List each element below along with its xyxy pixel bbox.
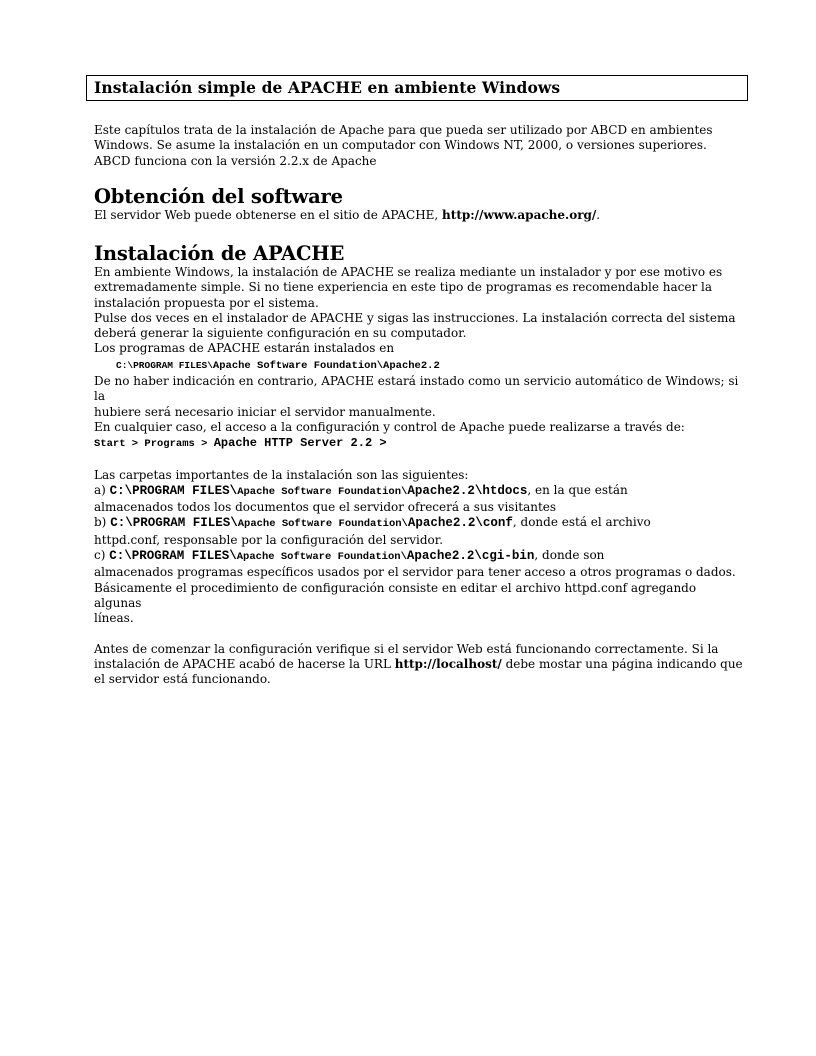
section-text [94, 208, 744, 223]
folder-item-cgi-bin [94, 548, 744, 565]
section-heading: Obtención del software [94, 185, 343, 208]
section-obtencion [94, 186, 744, 223]
paragraph-line [94, 657, 744, 672]
item-text: , donde está el archivo [512, 515, 651, 530]
paragraph-line: hubiere será necesario iniciar el servidor manualmente. [94, 404, 436, 419]
paragraph-line: httpd.conf, responsable por la configuración del servidor. [94, 532, 444, 547]
path-mid: Apache Software Foundation\ [237, 518, 408, 531]
paragraph-line: extremadamente simple. Si no tiene experiencia en este tipo de programas es recomendable hacer la [94, 280, 713, 295]
paragraph-line: Los programas de APACHE estarán instalados en [94, 341, 395, 356]
text-span: instalación de APACHE acabó de hacerse la URL [94, 656, 395, 671]
apache-url-link[interactable]: http://www.apache.org/ [442, 208, 597, 222]
menu-path-start: Start > Programs > [94, 438, 214, 451]
paragraph-line: En cualquier caso, el acceso a la configuración y control de Apache puede realizarse a través de: [94, 419, 685, 434]
paragraph-line: el servidor está funcionando. [94, 672, 271, 687]
section-instalacion [94, 243, 744, 687]
localhost-url-link[interactable]: http://localhost/ [394, 656, 502, 671]
menu-path [94, 435, 744, 452]
section-heading: Instalación de APACHE [94, 242, 345, 265]
text-span: debe mostar una página indicando que [501, 656, 743, 671]
path-end: Apache2.2\conf [407, 516, 513, 531]
paragraph-line: líneas. [94, 611, 134, 626]
paragraph-line: Básicamente el procedimiento de configuración consiste en editar el archivo httpd.conf agregando algunas [94, 580, 697, 610]
page-title: Instalación simple de APACHE en ambiente Windows [86, 75, 748, 101]
path-mid: Apache Software Foundation\ [236, 551, 407, 564]
install-path [94, 357, 744, 374]
path-prefix: C:\PROGRAM FILES\ [109, 483, 238, 498]
paragraph-line: deberá generar la siguiente configuración en su computador. [94, 326, 467, 341]
path-rest: Apache Software Foundation\Apache2.2 [212, 359, 440, 372]
path-prefix: C:\PROGRAM FILES\ [110, 516, 238, 531]
path-prefix: C:\PROGRAM FILES\ [109, 549, 237, 564]
paragraph-line: almacenados todos los documentos que el servidor ofrecerá a sus visitantes [94, 500, 557, 515]
path-end: Apache2.2\cgi-bin [406, 549, 535, 564]
paragraph-line: Las carpetas importantes de la instalación son las siguientes: [94, 467, 469, 482]
paragraph-line: Pulse dos veces en el instalador de APACHE y sigas las instrucciones. La instalación correcta del sistema [94, 310, 736, 325]
paragraph-line: En ambiente Windows, la instalación de APACHE se realiza mediante un instalador y por ese motivo es [94, 265, 723, 279]
path-mid: Apache Software Foundation\ [237, 485, 408, 498]
menu-path-end: Apache HTTP Server 2.2 > [213, 436, 387, 451]
folder-item-conf [94, 515, 744, 532]
intro-line: Windows. Se asume la instalación en un computador con Windows NT, 2000, o versiones superiores. [94, 138, 707, 153]
paragraph-line: almacenados programas específicos usados por el servidor para tener acceso a otros programas o dados. [94, 565, 736, 580]
item-label: b) [94, 515, 111, 530]
text-span: . [596, 208, 601, 222]
text-span: El servidor Web puede obtenerse en el sitio de APACHE, [94, 208, 443, 222]
spacer [94, 453, 744, 468]
item-text: , en la que están [527, 482, 628, 497]
path-prefix: C:\PROGRAM FILES\ [116, 359, 213, 371]
item-text: , donde son [534, 548, 605, 563]
paragraph-line: instalación propuesta por el sistema. [94, 295, 319, 310]
paragraph-line: De no haber indicación en contrario, APACHE estará instado como un servicio automático de Windows; si la [94, 374, 739, 404]
item-label: c) [94, 548, 110, 563]
paragraph-line: Antes de comenzar la configuración verifique si el servidor Web está funcionando correctamente. Si la [94, 641, 719, 656]
path-end: Apache2.2\htdocs [407, 483, 528, 498]
folder-item-htdocs [94, 483, 744, 500]
intro-paragraph [94, 123, 744, 169]
spacer [94, 627, 744, 642]
intro-line: Este capítulos trata de la instalación de Apache para que pueda ser utilizado por ABCD en ambientes [94, 123, 713, 137]
item-label: a) [94, 482, 110, 497]
intro-line: ABCD funciona con la versión 2.2.x de Apache [94, 153, 377, 168]
